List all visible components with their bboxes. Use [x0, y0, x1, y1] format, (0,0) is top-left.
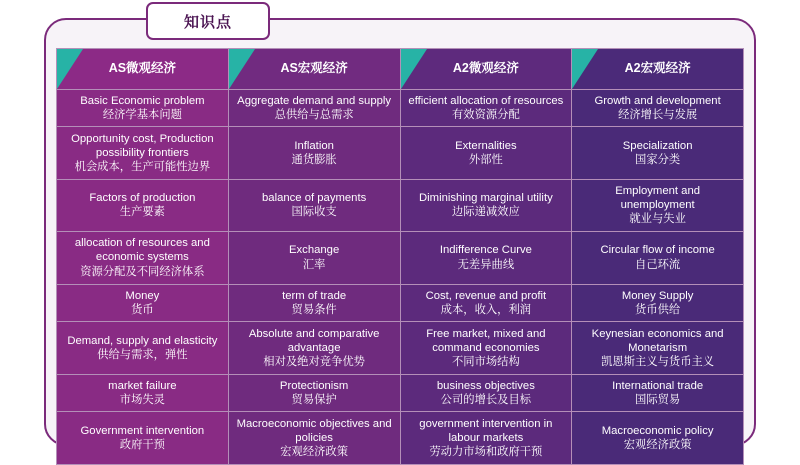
table-cell — [572, 321, 744, 374]
table-cell — [57, 374, 229, 411]
column-header-label: AS微观经济 — [108, 61, 177, 76]
cell-text-zh: 经济增长与发展 — [618, 109, 698, 122]
table-cell — [228, 411, 400, 464]
cell-text-en: efficient allocation of resources — [408, 95, 564, 107]
column-header-cell — [228, 49, 400, 90]
table-cell — [228, 284, 400, 321]
column-header-label: A2微观经济 — [452, 61, 519, 76]
cell-text-zh: 就业与失业 — [629, 213, 686, 226]
cell-text-zh: 通货膨胀 — [291, 154, 337, 167]
cell-text-en: Government intervention — [80, 424, 205, 437]
cell-text-en: Specialization — [622, 140, 693, 153]
table-cell — [400, 321, 572, 374]
table-cell — [400, 127, 572, 180]
cell-text-zh: 市场失灵 — [119, 393, 165, 406]
table-cell — [228, 321, 400, 374]
cell-text-en: Money Supply — [621, 289, 694, 302]
table-cell — [400, 180, 572, 231]
table-cell — [228, 374, 400, 411]
cell-text-en: Exchange — [289, 244, 340, 257]
cell-text-zh: 宏观经济政策 — [280, 446, 349, 459]
cell-text-en: Protectionism — [279, 379, 349, 392]
cell-text-en: Demand, supply and elasticity — [67, 334, 218, 347]
cell-text-zh: 贸易条件 — [291, 303, 337, 316]
table-cell — [400, 284, 572, 321]
cell-text-en: Inflation — [294, 140, 334, 153]
table-row — [57, 321, 744, 374]
page-title: 知识点 — [183, 13, 232, 31]
cell-text-zh: 国际收支 — [291, 206, 337, 219]
cell-text-en: Macroeconomic objectives and policies — [236, 417, 392, 444]
cell-text-en: International trade — [612, 379, 704, 392]
table-row — [57, 411, 744, 464]
cell-text-en: Growth and development — [594, 95, 721, 107]
table-cell — [572, 127, 744, 180]
table-cell — [400, 374, 572, 411]
cell-text-en: Externalities — [455, 140, 517, 153]
cell-text-zh: 公司的增长及目标 — [440, 393, 532, 406]
cell-text-en: Circular flow of income — [600, 244, 715, 257]
title-tab — [146, 2, 270, 40]
cell-text-en: Absolute and comparative advantage — [248, 327, 380, 354]
cell-text-en: Keynesian economics and Monetarism — [591, 327, 724, 354]
table-cell — [572, 180, 744, 231]
cell-text-en: government intervention in labour markets — [419, 417, 553, 444]
cell-text-zh: 政府干预 — [119, 438, 165, 451]
table-cell — [572, 231, 744, 284]
table-cell — [572, 411, 744, 464]
table-cell — [228, 90, 400, 127]
cell-text-en: Money — [125, 289, 160, 302]
cell-text-zh: 无差异曲线 — [457, 258, 515, 271]
cell-text-en: Factors of production — [89, 192, 196, 205]
cell-text-zh: 资源分配及不同经济体系 — [80, 265, 205, 278]
cell-text-zh: 宏观经济政策 — [623, 438, 692, 451]
cell-text-zh: 供给与需求，弹性 — [97, 348, 188, 361]
cell-text-zh: 边际递减效应 — [451, 206, 520, 219]
cell-text-en: market failure — [108, 379, 177, 392]
table-cell — [57, 231, 229, 284]
table-row — [57, 284, 744, 321]
cell-text-zh: 凯恩斯主义与货币主义 — [601, 355, 715, 368]
table-cell — [57, 411, 229, 464]
cell-text-zh: 相对及绝对竞争优势 — [263, 355, 365, 368]
table-row — [57, 180, 744, 231]
column-header-cell — [572, 49, 744, 90]
table-cell — [400, 90, 572, 127]
cell-text-en: Diminishing marginal utility — [419, 192, 553, 205]
column-header-cell — [57, 49, 229, 90]
cell-text-en: Free market, mixed and command economies — [426, 327, 546, 354]
cell-text-en: Cost, revenue and profit — [425, 289, 547, 302]
cell-text-en: balance of payments — [262, 192, 367, 205]
cell-text-zh: 不同市场结构 — [451, 355, 520, 368]
cell-text-zh: 经济学基本问题 — [102, 109, 182, 122]
cell-text-zh: 汇率 — [302, 258, 326, 271]
table-cell — [572, 90, 744, 127]
table-row — [57, 374, 744, 411]
table-cell — [228, 127, 400, 180]
cell-text-en: Macroeconomic policy — [601, 424, 714, 437]
cell-text-en: allocation of resources and economic systems — [74, 237, 210, 264]
cell-text-en: term of trade — [282, 289, 347, 302]
table-header-row — [57, 49, 744, 90]
table-cell — [57, 284, 229, 321]
cell-text-zh: 劳动力市场和政府干预 — [429, 446, 543, 459]
table-cell — [57, 90, 229, 127]
column-header-cell — [400, 49, 572, 90]
cell-text-zh: 有效资源分配 — [451, 109, 520, 122]
table-cell — [572, 284, 744, 321]
cell-text-zh: 生产要素 — [119, 206, 165, 219]
corner-accent-icon — [57, 49, 83, 89]
table-cell — [400, 231, 572, 284]
table-cell — [228, 231, 400, 284]
table-cell — [57, 321, 229, 374]
cell-text-en: Aggregate demand and supply — [237, 95, 392, 107]
corner-accent-icon — [229, 49, 255, 89]
table-row — [57, 127, 744, 180]
cell-text-zh: 国际贸易 — [635, 393, 681, 406]
table-cell — [572, 374, 744, 411]
table-cell — [400, 411, 572, 464]
table-row — [57, 90, 744, 127]
knowledge-table — [56, 48, 744, 465]
table-row — [57, 231, 744, 284]
column-header-label: A2宏观经济 — [624, 61, 691, 76]
table-cell — [57, 180, 229, 231]
table-cell — [228, 180, 400, 231]
cell-text-zh: 成本，收入，利润 — [440, 303, 532, 316]
cell-text-zh: 贸易保护 — [291, 393, 337, 406]
cell-text-en: Indifference Curve — [439, 244, 532, 257]
table-container — [56, 48, 744, 459]
cell-text-en: Employment and unemployment — [615, 185, 701, 212]
column-header-label: AS宏观经济 — [280, 61, 348, 76]
corner-accent-icon — [572, 49, 598, 89]
cell-text-zh: 国家分类 — [635, 154, 681, 167]
cell-text-zh: 外部性 — [468, 154, 503, 167]
cell-text-zh: 货币供给 — [635, 303, 681, 316]
table-cell — [57, 127, 229, 180]
cell-text-zh: 机会成本，生产可能性边界 — [74, 161, 211, 174]
corner-accent-icon — [401, 49, 427, 89]
cell-text-en: Basic Economic problem — [80, 95, 205, 107]
cell-text-zh: 总供给与总需求 — [274, 109, 354, 122]
cell-text-en: Opportunity cost, Production possibility frontiers — [71, 133, 214, 160]
cell-text-zh: 自己环流 — [635, 258, 681, 271]
content-frame — [44, 18, 756, 459]
cell-text-en: business objectives — [436, 379, 535, 392]
cell-text-zh: 货币 — [131, 303, 154, 316]
